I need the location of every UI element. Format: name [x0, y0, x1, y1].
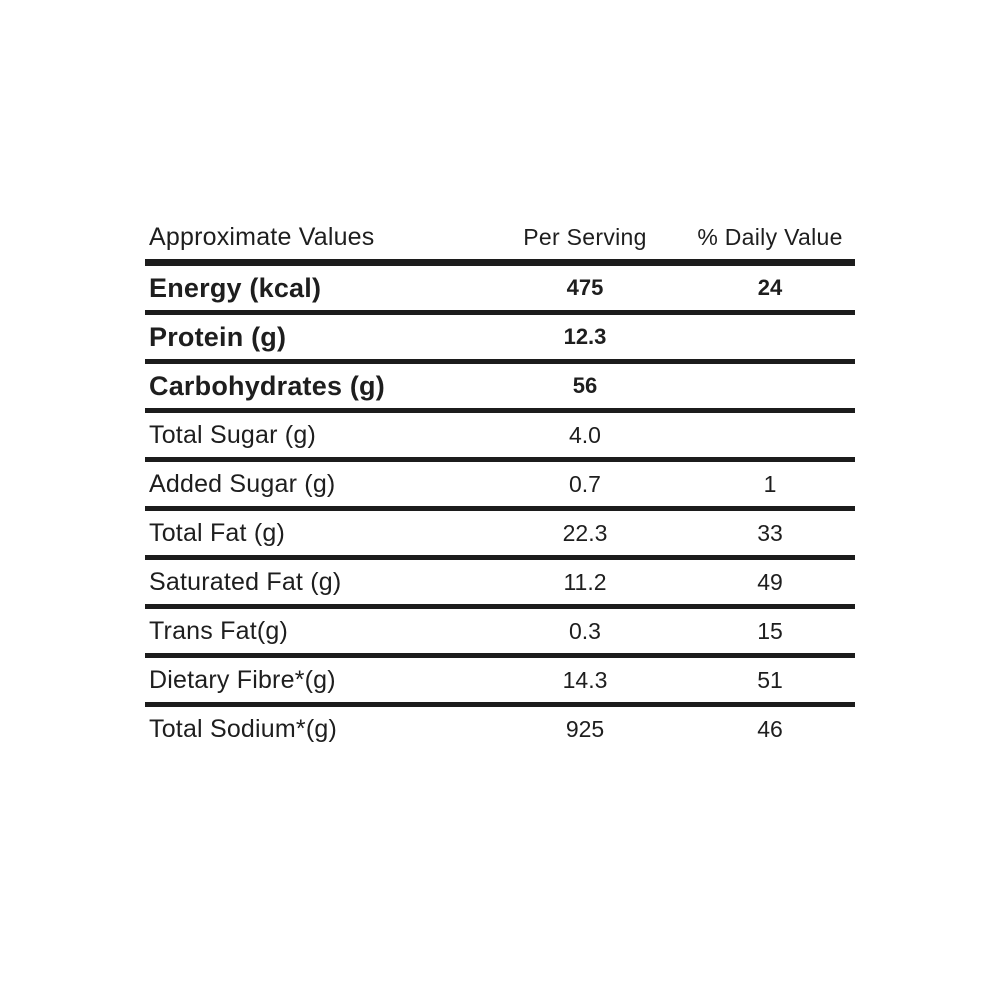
row-per-serving-value: 11.2: [563, 568, 607, 595]
row-per-serving-value: 12.3: [563, 324, 607, 349]
table-row: [145, 609, 855, 658]
row-daily-value: 33: [757, 519, 783, 546]
row-per-serving-value: 56: [572, 373, 598, 398]
nutrition-table: [145, 216, 855, 751]
row-label: Total Fat (g): [149, 518, 285, 547]
table-row: [145, 658, 855, 707]
row-label: Dietary Fibre*(g): [149, 665, 336, 694]
row-label: Energy (kcal): [149, 272, 322, 303]
row-label: Total Sugar (g): [149, 420, 316, 449]
row-per-serving-value: 0.3: [569, 617, 601, 644]
table-row: [145, 511, 855, 560]
row-per-serving-value: 475: [566, 275, 604, 300]
row-label: Added Sugar (g): [149, 469, 336, 498]
table-row: [145, 707, 855, 751]
row-label: Carbohydrates (g): [149, 370, 385, 401]
row-daily-value: 46: [757, 715, 783, 742]
table-header-row: [145, 216, 855, 266]
header-approximate-values: Approximate Values: [149, 223, 375, 251]
row-label: Total Sodium*(g): [149, 714, 338, 743]
row-daily-value: 24: [757, 275, 783, 300]
row-daily-value: 1: [763, 470, 777, 497]
row-daily-value: 15: [757, 617, 783, 644]
row-label: Saturated Fat (g): [149, 567, 342, 596]
row-label: Trans Fat(g): [149, 616, 288, 645]
table-row: [145, 462, 855, 511]
row-daily-value: 51: [757, 666, 783, 693]
table-body: [145, 266, 855, 751]
row-daily-value: 49: [757, 568, 783, 595]
table-row: [145, 266, 855, 315]
header-per-serving: Per Serving: [523, 224, 647, 250]
row-per-serving-value: 0.7: [569, 470, 601, 497]
header-daily-value: % Daily Value: [697, 224, 843, 250]
row-per-serving-value: 4.0: [569, 421, 601, 448]
table-row: [145, 413, 855, 462]
table-row: [145, 315, 855, 364]
row-label: Protein (g): [149, 321, 287, 352]
table-row: [145, 364, 855, 413]
row-per-serving-value: 14.3: [562, 666, 608, 693]
table-row: [145, 560, 855, 609]
row-per-serving-value: 22.3: [562, 519, 608, 546]
row-per-serving-value: 925: [565, 715, 605, 742]
